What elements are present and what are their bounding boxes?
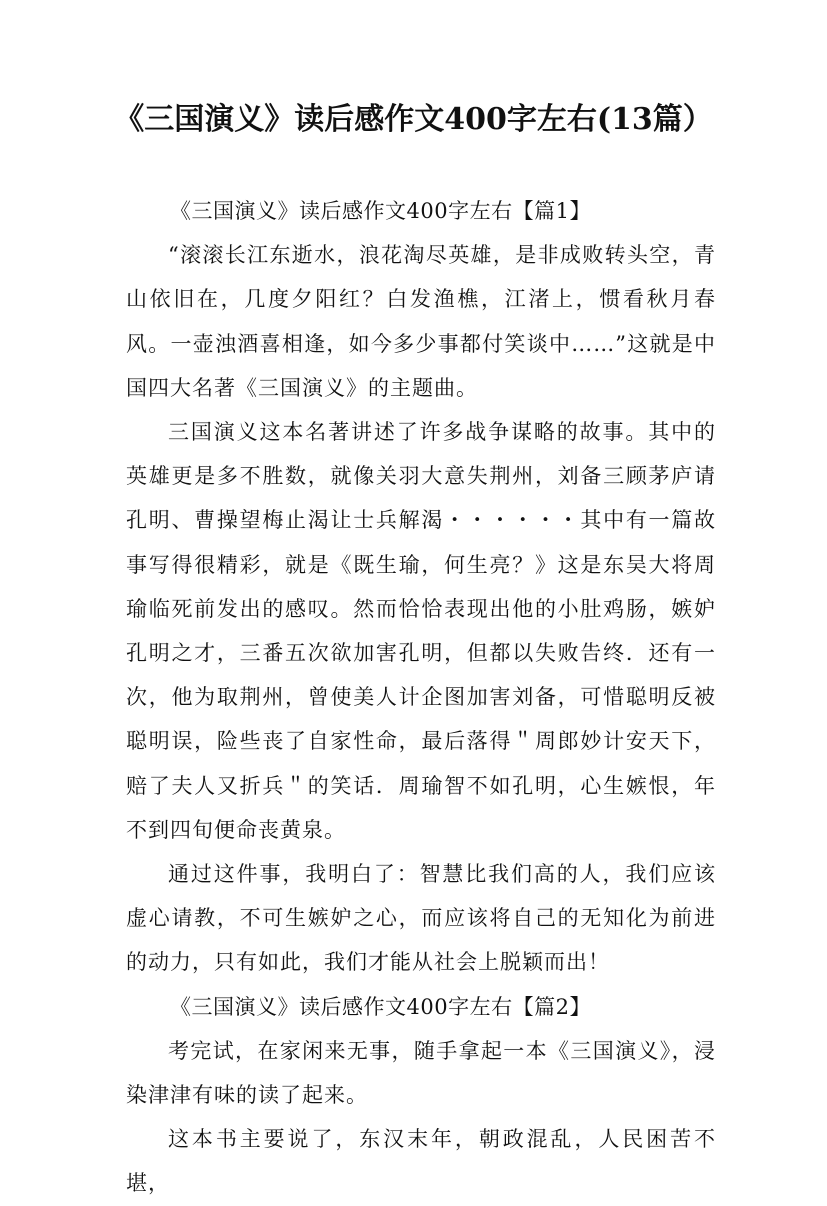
document-title: 《三国演义》读后感作文400字左右(13篇） [114,102,713,137]
paragraph: “滚滚长江东逝水，浪花淘尽英雄，是非成败转头空，青山依旧在，几度夕阳红？白发渔樵，江渚上，惯看秋月春风。一壶浊酒喜相逢，如今多少事都付笑谈中……”这就是中国四大名著《三国演义》的主题曲。 [126,243,716,400]
document-body [126,189,716,1206]
paragraph: 通过这件事，我明白了：智慧比我们高的人，我们应该虚心请教，不可生嫉妒之心，而应该将自己的无知化为前进的动力，只有如此，我们才能从社会上脱颖而出！ [126,862,716,975]
paragraph: 考完试，在家闲来无事，随手拿起一本《三国演义》，浸染津津有味的读了起来。 [126,1038,716,1108]
paragraph: 三国演义这本名著讲述了许多战争谋略的故事。其中的英雄更是多不胜数，就像关羽大意失荆州，刘备三顾茅庐请孔明、曹操望梅止渴让士兵解渴・・・・・・其中有一篇故事写得很精彩，就是《既生瑜，何生亮？》这是东吴大将周瑜临死前发出的感叹。然而恰恰表现出他的小肚鸡肠，嫉妒孔明之才，三番五次欲加害孔明，但都以失败告终．还有一次，他为取荆州，曾使美人计企图加害刘备，可惜聪明反被聪明误，险些丧了自家性命，最后落得＂周郎妙计安天下，赔了夫人又折兵＂的笑话．周瑜智不如孔明，心生嫉恨，年不到四旬便命丧黄泉。 [126,420,716,842]
paragraph: 这本书主要说了，东汉末年，朝政混乱，人民困苦不堪， [126,1127,716,1196]
section-heading-2: 《三国演义》读后感作文400字左右【篇2】 [170,994,591,1019]
section-heading-1: 《三国演义》读后感作文400字左右【篇1】 [170,199,591,223]
